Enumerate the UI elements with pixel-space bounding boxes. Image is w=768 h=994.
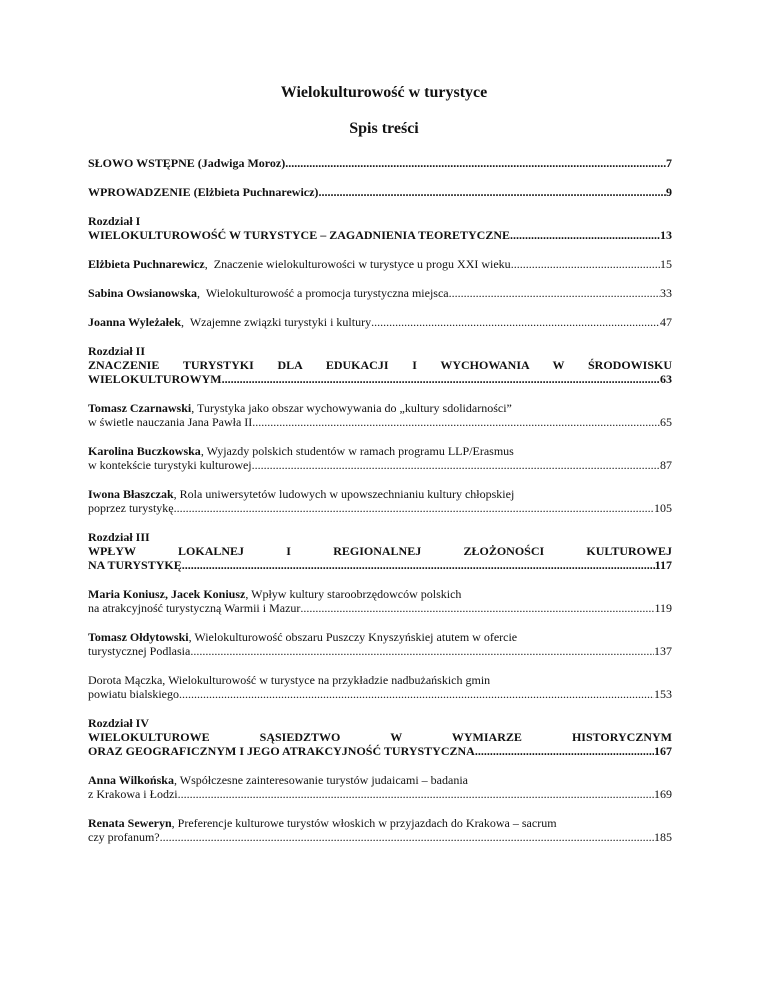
article-title-end: na atrakcyjność turystyczną Warmii i Mazur bbox=[88, 601, 301, 615]
article-author: Tomasz Czarnawski bbox=[88, 401, 192, 415]
article-title-start: Wyjazdy polskich studentów w ramach programu LLP/Erasmus bbox=[206, 444, 514, 458]
article-first-line: Iwona Błaszczak, Rola uniwersytetów ludowych w upowszechnianiu kultury chłopskiej bbox=[88, 487, 515, 501]
toc-leader-line bbox=[88, 687, 672, 701]
page-number: 167 bbox=[654, 744, 672, 758]
dot-leader bbox=[252, 458, 660, 472]
toc-leader-line bbox=[88, 501, 672, 515]
article-author: Anna Wilkońska bbox=[88, 773, 174, 787]
entry-title: SŁOWO WSTĘPNE (Jadwiga Moroz) bbox=[88, 156, 286, 170]
article-first-line: Karolina Buczkowska, Wyjazdy polskich studentów w ramach programu LLP/Erasmus bbox=[88, 444, 514, 458]
chapter-title: NA TURYSTYKĘ bbox=[88, 558, 182, 572]
article-first-line: Tomasz Ołdytowski, Wielokulturowość obszaru Puszczy Knyszyńskiej atutem w ofercie bbox=[88, 630, 518, 644]
toc-leader-line bbox=[88, 601, 672, 615]
article-author: Sabina Owsianowska bbox=[88, 286, 198, 300]
article-entry bbox=[88, 487, 672, 515]
dot-leader bbox=[285, 156, 666, 170]
article-entry bbox=[88, 816, 672, 844]
chapter-label: Rozdział IV bbox=[88, 716, 149, 730]
chapter-label: Rozdział III bbox=[88, 530, 150, 544]
page-number: 65 bbox=[660, 415, 672, 429]
dot-leader bbox=[160, 830, 654, 844]
article-entry bbox=[88, 773, 672, 801]
article-title-end: poprzez turystykę bbox=[88, 501, 174, 515]
toc-leader-line bbox=[88, 744, 672, 758]
article-title-end: turystycznej Podlasia bbox=[88, 644, 191, 658]
article-author: Karolina Buczkowska bbox=[88, 444, 201, 458]
dot-leader bbox=[190, 644, 654, 658]
article-author: Maria Koniusz, Jacek Koniusz bbox=[88, 587, 246, 601]
article-title: Wielokulturowość a promocja turystyczna miejsca bbox=[205, 286, 449, 300]
dot-leader bbox=[318, 185, 666, 199]
page-number: 87 bbox=[660, 458, 672, 472]
page-number: 137 bbox=[654, 644, 672, 658]
article-first-line: Tomasz Czarnawski, Turystyka jako obszar wychowywania do „kultury sdolidarności” bbox=[88, 401, 512, 415]
dot-leader bbox=[174, 501, 654, 515]
dot-leader bbox=[222, 372, 660, 386]
page-number: 15 bbox=[660, 257, 672, 271]
dot-leader bbox=[371, 315, 660, 329]
article-author: Iwona Błaszczak bbox=[88, 487, 174, 501]
book-title: Wielokulturowość w turystyce bbox=[280, 84, 488, 101]
article-title: Znaczenie wielokulturowości w turystyce u progu XXI wieku bbox=[213, 257, 511, 271]
article-entry bbox=[88, 286, 672, 300]
toc-entry bbox=[88, 156, 672, 170]
dot-leader bbox=[182, 558, 655, 572]
article-entry bbox=[88, 444, 672, 472]
toc-leader-line bbox=[88, 156, 672, 170]
page-number: 153 bbox=[654, 687, 672, 701]
article-title-start: Dorota Mączka, Wielokulturowość w turystyce na przykładzie nadbużańskich gmin bbox=[88, 673, 491, 687]
chapter-entry bbox=[88, 344, 672, 386]
page-number: 7 bbox=[666, 156, 672, 170]
toc-leader-line: Joanna Wyleżałek, Wzajemne związki turystyki i kultury ..... 47 bbox=[88, 315, 672, 329]
article-title-end: w świetle nauczania Jana Pawła II bbox=[88, 415, 253, 429]
article-title-start: Rola uniwersytetów ludowych w upowszechnianiu kultury chłopskiej bbox=[179, 487, 515, 501]
page-number: 9 bbox=[666, 185, 672, 199]
chapter-title-line: WIELOKULTUROWE SĄSIEDZTWO W WYMIARZE HISTORYCZNYM bbox=[88, 730, 672, 744]
table-of-contents bbox=[88, 156, 672, 859]
article-entry bbox=[88, 630, 672, 658]
article-entry bbox=[88, 673, 672, 701]
page-number: 13 bbox=[660, 228, 672, 242]
article-first-line bbox=[88, 673, 672, 687]
article-title-start: Wielokulturowość obszaru Puszczy Knyszyńskiej atutem w ofercie bbox=[194, 630, 518, 644]
page-number: 47 bbox=[660, 315, 672, 329]
toc-leader-line bbox=[88, 372, 672, 386]
page-number: 117 bbox=[654, 558, 672, 572]
article-title-start: Preferencje kulturowe turystów włoskich w przyjazdach do Krakowa – sacrum bbox=[177, 816, 557, 830]
toc-leader-line bbox=[88, 228, 672, 242]
dot-leader bbox=[449, 286, 660, 300]
chapter-entry bbox=[88, 716, 672, 758]
entry-title: WPROWADZENIE (Elżbieta Puchnarewicz) bbox=[88, 185, 319, 199]
page-number: 169 bbox=[654, 787, 672, 801]
article-title-end: z Krakowa i Łodzi bbox=[88, 787, 178, 801]
article-author: Renata Seweryn bbox=[88, 816, 172, 830]
article-title-start: Wpływ kultury staroobrzędowców polskich bbox=[251, 587, 462, 601]
toc-leader-line bbox=[88, 185, 672, 199]
dot-leader bbox=[252, 415, 660, 429]
article-author: Tomasz Ołdytowski bbox=[88, 630, 189, 644]
article-entry bbox=[88, 315, 672, 329]
dot-leader bbox=[475, 744, 654, 758]
article-title: Wzajemne związki turystyki i kultury bbox=[189, 315, 372, 329]
toc-entry bbox=[88, 185, 672, 199]
article-title-start: Turystyka jako obszar wychowywania do „kultury sdolidarności” bbox=[197, 401, 512, 415]
chapter-title: WIELOKULTUROWYM bbox=[88, 372, 222, 386]
article-title-end: powiatu bialskiego bbox=[88, 687, 179, 701]
dot-leader bbox=[178, 787, 654, 801]
page-number: 185 bbox=[654, 830, 672, 844]
dot-leader bbox=[179, 687, 654, 701]
toc-leader-line bbox=[88, 644, 672, 658]
article-entry bbox=[88, 401, 672, 429]
article-title-end: czy profanum? bbox=[88, 830, 160, 844]
article-first-line: Anna Wilkońska, Współczesne zainteresowanie turystów judaicami – badania bbox=[88, 773, 468, 787]
toc-leader-line bbox=[88, 558, 672, 572]
article-entry bbox=[88, 257, 672, 271]
chapter-label: Rozdział I bbox=[88, 214, 141, 228]
article-author: Elżbieta Puchnarewicz bbox=[88, 257, 205, 271]
page-number: 33 bbox=[660, 286, 672, 300]
article-title-end: w kontekście turystyki kulturowej bbox=[88, 458, 252, 472]
dot-leader bbox=[300, 601, 654, 615]
article-first-line: Maria Koniusz, Jacek Koniusz, Wpływ kultury staroobrzędowców polskich bbox=[88, 587, 462, 601]
article-entry bbox=[88, 587, 672, 615]
article-author: Joanna Wyleżałek bbox=[88, 315, 182, 329]
chapter-entry bbox=[88, 214, 672, 242]
toc-leader-line bbox=[88, 458, 672, 472]
toc-leader-line bbox=[88, 830, 672, 844]
toc-leader-line: Elżbieta Puchnarewicz, Znaczenie wielokulturowości w turystyce u progu XXI wieku ..... 15 bbox=[88, 257, 672, 271]
chapter-title-line: ZNACZENIE TURYSTYKI DLA EDUKACJI I WYCHOWANIA W ŚRODOWISKU bbox=[88, 358, 672, 372]
page-number: 119 bbox=[654, 601, 672, 615]
dot-leader bbox=[510, 228, 660, 242]
chapter-label: Rozdział II bbox=[88, 344, 145, 358]
chapter-entry bbox=[88, 530, 672, 572]
toc-leader-line: Sabina Owsianowska, Wielokulturowość a promocja turystyczna miejsca ..... 33 bbox=[88, 286, 672, 300]
toc-title: Spis treści bbox=[349, 120, 419, 137]
dot-leader bbox=[511, 257, 660, 271]
chapter-title-line: WPŁYW LOKALNEJ I REGIONALNEJ ZŁOŻONOŚCI KULTUROWEJ bbox=[88, 544, 672, 558]
toc-leader-line bbox=[88, 787, 672, 801]
chapter-title: ORAZ GEOGRAFICZNYM I JEGO ATRAKCYJNOŚĆ TURYSTYCZNA bbox=[88, 744, 475, 758]
article-title-start: Współczesne zainteresowanie turystów judaicami – badania bbox=[179, 773, 468, 787]
page-number: 63 bbox=[660, 372, 672, 386]
toc-leader-line bbox=[88, 415, 672, 429]
chapter-title: WIELOKULTUROWOŚĆ W TURYSTYCE – ZAGADNIENIA TEORETYCZNE bbox=[88, 228, 511, 242]
article-first-line: Renata Seweryn, Preferencje kulturowe turystów włoskich w przyjazdach do Krakowa – sacrum bbox=[88, 816, 557, 830]
page-number: 105 bbox=[654, 501, 672, 515]
